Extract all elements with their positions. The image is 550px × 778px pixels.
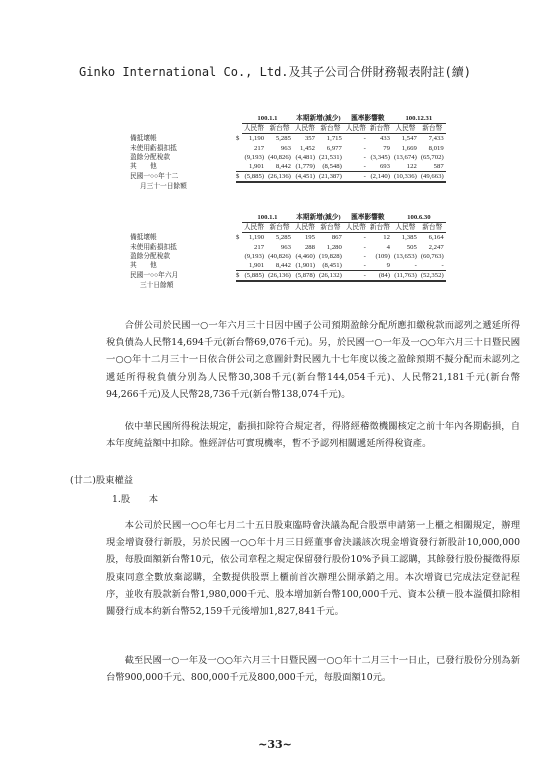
deferred-tax-table-dec31: 100.1.1 本期新增(減少) 匯率影響數 100.12.31 人民幣 新台幣 人民幣 新台幣 人民幣 新台幣 人民幣 新台幣 備抵壞帳 $ 1,190 5,285 357 1,715 - 433 1,547 7,433 未使用虧損扣抵 217 963 1,452 6,977 - 79 1,669 8,019 盈餘分配稅款 (9,193) (40,826) (4,481) (21,531) - (3,345) (13,674) (65,702) 其 他 1,901 8,442 (1,779) (8,548) - 693 122 587 民國一○○年十二 $ (5,885) (26,136) (4,451) (21,387) - (2,140) (10,336) (49,663) 月三十一日餘額: [130, 115, 444, 191]
section-heading: (廿二)股東權益: [70, 475, 134, 486]
currency-header: 新台幣: [317, 223, 344, 233]
deferred-tax-table-jun30: 100.1.1 本期新增(減少) 匯率影響數 100.6.30 人民幣 新台幣 人民幣 新台幣 人民幣 新台幣 人民幣 新台幣 備抵壞帳 $ 1,190 5,285 195 867 - 12 1,385 6,164 未使用虧損扣抵 217 963 288 1,280 - 4 505 2,247 盈餘分配稅款 (9,193) (40,826) (4,460) (19,828) - (109) (13,653) (60,763) 其 他 1,901 8,442 (1,901) (8,451) - 9 - - 民國一○○年六月 $ (5,885) (26,136) (5,878) (26,132) - (84) (11,763) (52,352) 三十日餘額: [130, 214, 444, 290]
page-number: ~33~: [258, 738, 292, 751]
table-row: 其 他 1,901 8,442 (1,901) (8,451) - 9 - -: [130, 262, 444, 270]
total-row: 民國一○○年十二 $ (5,885) (26,136) (4,451) (21,387) - (2,140) (10,336) (49,663): [130, 173, 444, 181]
period-header: 匯率影響數: [344, 114, 392, 124]
document-title: Ginko International Co., Ltd.及其子公司合併財務報表附註(續): [79, 65, 471, 79]
paragraph-issued-shares: 截至民國一○一年及一○○年六月三十日暨民國一○○年十二月三十一日止，已發行股份分別為新台幣900,000千元、800,000千元及800,000千元，每股面額10元。: [106, 655, 520, 684]
currency-header: 人民幣: [345, 125, 366, 133]
currency-header: 人民幣: [244, 125, 265, 133]
period-header: 100.6.30: [392, 213, 446, 223]
period-header: 100.12.31: [392, 114, 446, 124]
table-row: 未使用虧損扣抵 217 963 1,452 6,977 - 79 1,669 8,019: [130, 144, 444, 152]
currency-header: 人民幣: [294, 125, 315, 133]
table-row: 備抵壞帳 $ 1,190 5,285 195 867 - 12 1,385 6,164: [130, 234, 444, 242]
currency-header: 人民幣: [392, 124, 419, 134]
paragraph-loss-carryforward: 依中華民國所得稅法規定，虧損扣除符合規定者，得將經稽徵機關核定之前十年內各期虧損，自本年度純益額中扣除。惟經評估可實現機率，暫不予認列相關遞延所得稅資產。: [106, 421, 520, 450]
currency-header: 新台幣: [266, 223, 293, 233]
currency-header: 人民幣: [294, 224, 315, 232]
period-header: 本期新增(減少): [293, 114, 344, 124]
currency-header: 新台幣: [369, 224, 390, 232]
currency-header: 新台幣: [419, 124, 446, 134]
paragraph-deferred-tax-liability: 合併公司於民國一○一年六月三十日因中國子公司預期盈餘分配所應扣繳稅款而認列之遞延所得稅負債為人民幣14,694千元(新台幣69,076千元)。另，於民國一○一年及一○○年六月三十日暨民國一○○年十二月三十一日依合併公司之意圖針對民國九十七年度以後之盈餘預期不擬分配而未認列之遞延所得稅負債分別為人民幣30,308千元(新台幣144,054千元)、人民幣21,181千元(新台幣94,266千元)及人民幣28,736千元(新台幣138,074千元)。: [106, 320, 520, 400]
currency-header: 新台幣: [419, 223, 446, 233]
total-row: 民國一○○年六月 $ (5,885) (26,136) (5,878) (26,132) - (84) (11,763) (52,352): [130, 272, 444, 280]
currency-header: 新台幣: [369, 125, 390, 133]
period-header: 100.1.1: [242, 213, 293, 223]
currency-header: 新台幣: [266, 124, 293, 134]
table-row: 盈餘分配稅款 (9,193) (40,826) (4,481) (21,531) - (3,345) (13,674) (65,702): [130, 153, 444, 161]
period-header: 本期新增(減少): [293, 213, 344, 223]
currency-header: 人民幣: [345, 224, 366, 232]
table-row: 未使用虧損扣抵 217 963 288 1,280 - 4 505 2,247: [130, 243, 444, 251]
currency-header: 新台幣: [317, 124, 344, 134]
table-row: 盈餘分配稅款 (9,193) (40,826) (4,460) (19,828) - (109) (13,653) (60,763): [130, 252, 444, 260]
table-row: 其 他 1,901 8,442 (1,779) (8,548) - 693 122 587: [130, 163, 444, 171]
period-header: 匯率影響數: [344, 213, 392, 223]
paragraph-capital-increase: 本公司於民國一○○年七月二十五日股東臨時會決議為配合股票申請第一上櫃之相關規定，辦理現金增資發行新股，另於民國一○○年十月三日經董事會決議該次現金增資發行新股計10,000,000股，每股面額新台幣10元，依公司章程之規定保留發行股份10%予員工認購，其餘發行股份擬徵得原股東同意全數放棄認購，全數提供股票上櫃前首次辦理公開承銷之用。本次增資已完成法定登記程序，並收有股款新台幣1,980,000千元、股本增加新台幣100,000千元、資本公積－股本溢價扣除相關發行成本約新台幣52,159千元後增加1,827,841千元。: [106, 520, 520, 618]
sub-heading: 1.股 本: [112, 494, 159, 505]
period-header: 100.1.1: [242, 114, 293, 124]
currency-header: 人民幣: [392, 223, 419, 233]
currency-header: 人民幣: [244, 224, 265, 232]
table-row: 備抵壞帳 $ 1,190 5,285 357 1,715 - 433 1,547 7,433: [130, 135, 444, 143]
